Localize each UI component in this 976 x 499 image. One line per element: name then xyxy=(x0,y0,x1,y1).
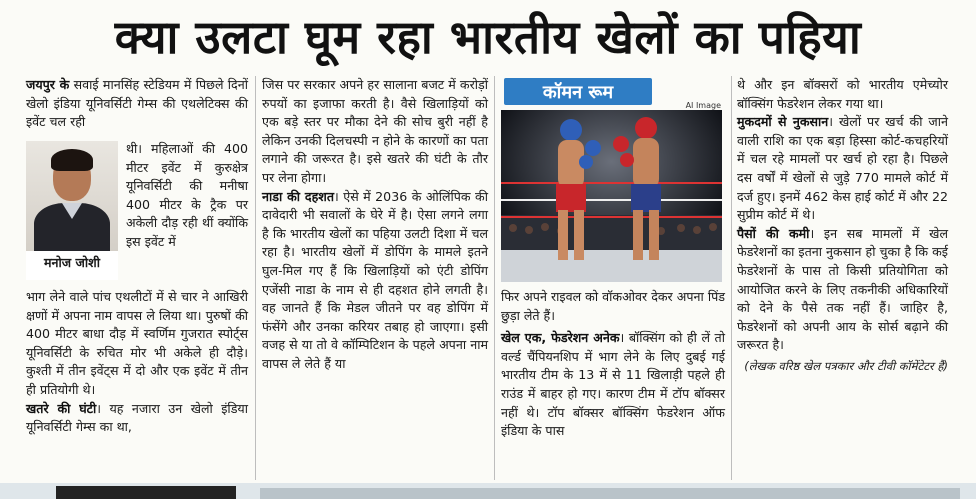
byline: (लेखक वरिष्ठ खेल पत्रकार और टीवी कॉमेंटेटर हैं) xyxy=(744,358,948,373)
col3-sub-para: खेल एक, फेडरेशन अनेक। बॉक्सिंग को ही लें तो वर्ल्ड चैंपियनशिप में भाग लेने के लिए दुबई गई भारतीय टीम के 13 में से 11 खिलाड़ी पहले ही राउंड में बाहर हो गए। कारण टीम में टॉप बॉक्सर नहीं थे। टॉप बॉक्सर बॉक्सिंग फेडरेशन ऑफ इंडिया के पास xyxy=(501,330,725,439)
next-article-strip xyxy=(0,483,976,499)
column-1-lower xyxy=(26,288,248,437)
lead-bold: जयपुर के xyxy=(26,77,70,92)
boxing-image xyxy=(501,110,722,282)
col1-intro xyxy=(26,76,248,132)
author-photo xyxy=(26,141,118,251)
column-2 xyxy=(262,76,488,374)
subhead-khatre-ki-ghanti: खतरे की घंटी xyxy=(26,400,97,416)
column-divider xyxy=(494,76,495,480)
col4-sub-para-1: मुकदमों से नुकसान। खेलों पर खर्च की जाने वाली राशि का एक बड़ा हिस्सा कोर्ट-कचहरियों में चल रहे मामलों पर खर्च हो रहा है। पिछले दस वर्षों में खेलों से जुड़े 770 मामले कोर्ट में दर्ज हुए। इनमें 462 केस हाई कोर्ट में और 22 सुप्रीम कोर्ट में थे। xyxy=(737,114,948,223)
author-name: मनोज जोशी xyxy=(44,255,100,270)
author-box xyxy=(26,141,118,280)
column-3 xyxy=(501,288,725,441)
subhead-mukadmon-se-nuksan: मुकदमों से नुकसान xyxy=(737,114,829,130)
column-1-beside-photo xyxy=(126,140,248,252)
col3-para-1: फिर अपने राइवल को वॉकओवर देकर अपना पिंड छुड़ा लेते हैं। xyxy=(501,289,725,323)
col4-para-1: थे और इन बॉक्सरों को भारतीय एमेच्योर बॉक्सिंग फेडरेशन लेकर गया था। xyxy=(737,77,948,111)
col1-rest: भाग लेने वाले पांच एथलीटों में से चार ने आखिरी क्षणों में अपना नाम वापस ले लिया था। पुरुषों की 400 मीटर बाधा दौड़ में स्वर्णिम गुजरात स्पोर्ट्स यूनिवर्सिटी के रुचित मोर भी अकेले ही दौड़े। कुश्ती में तीन इवेंट्स में दो और एक इवेंट में तीन ही प्रतियोगी थे। xyxy=(26,289,248,397)
subhead-khel-ek-federation-anek: खेल एक, फेडरेशन अनेक xyxy=(501,330,620,346)
col2-sub-para: नाडा की दहशत। ऐसे में 2036 के ओलिंपिक की दावेदारी भी सवालों के घेरे में है। ऐसा लगने लगा है कि भारतीय खेलों का पहिया उलटी दिशा में चल रहा है। भारतीय खेलों में डोपिंग के मामले इतने घुल-मिल गए हैं कि खिलाड़ियों को एंटी डोपिंग एजेंसी नाडा के नाम से ही दहशत होने लगती है। वह जानते हैं कि मेडल जीतने पर वह डोपिंग में फंसेंगे और उनका करियर तबाह हो जाएगा। इसी वजह से या तो वे कॉम्पिटिशन के पहले अपना नाम वापस ले लेते हैं या xyxy=(262,188,488,371)
col4-sub-para-2: पैसों की कमी। इन सब मामलों में खेल फेडरेशनों का इतना नुकसान हो चुका है कि कई फेडरेशनों के पास तो किसी प्रतियोगिता को आयोजित करने के लिए तकनीकी अधिकारियों को देने के पैसे तक नहीं हैं। जाहिर है, फेडरेशनों को अपनी आय के सोर्स बढ़ाने की जरूरत है। xyxy=(737,225,948,353)
column-1 xyxy=(26,76,248,132)
col1-intro-text: सवाई मानसिंह स्टेडियम में पिछले दिनों खेलो इंडिया यूनिवर्सिटी गेम्स की एथलेटिक्स की इवेंट चल रही xyxy=(26,77,248,130)
col2-para-1: जिस पर सरकार अपने हर सालाना बजट में करोड़ों रुपयों का इजाफा करती है। वैसे खिलाड़ियों को एक बड़े स्तर पर मौका देने की सोच बुरी नहीं है लेकिन उनकी दिलचस्पी न होने के कारणों का पता लगाने की जरूरत है। इसे खतरे की घंटी के तौर पर लेना होगा। xyxy=(262,77,488,185)
common-room-banner xyxy=(501,75,725,110)
common-room-label: कॉमन रूम xyxy=(504,78,652,105)
subhead-nada-ki-dahshat: नाडा की दहशत xyxy=(262,188,334,204)
col1-beside-photo-text: थी। महिलाओं की 400 मीटर इवेंट में कुरुक्षेत्र यूनिवर्सिटी की मनीषा 400 मीटर के ट्रैक पर अकेली दौड़ रही थीं क्योंकि इस इवेंट में xyxy=(126,141,248,249)
subhead-paison-ki-kami: पैसों की कमी xyxy=(737,225,810,241)
column-divider xyxy=(731,76,732,480)
column-divider xyxy=(255,76,256,480)
column-4 xyxy=(737,76,948,376)
headline: क्या उलटा घूम रहा भारतीय खेलों का पहिया xyxy=(114,10,862,64)
boxing-illustration xyxy=(501,110,722,282)
col1-sub-para: खतरे की घंटी। यह नजारा उन खेलो इंडिया यूनिवर्सिटी गेम्स का था, xyxy=(26,400,248,435)
image-credit: AI Image xyxy=(685,101,721,110)
